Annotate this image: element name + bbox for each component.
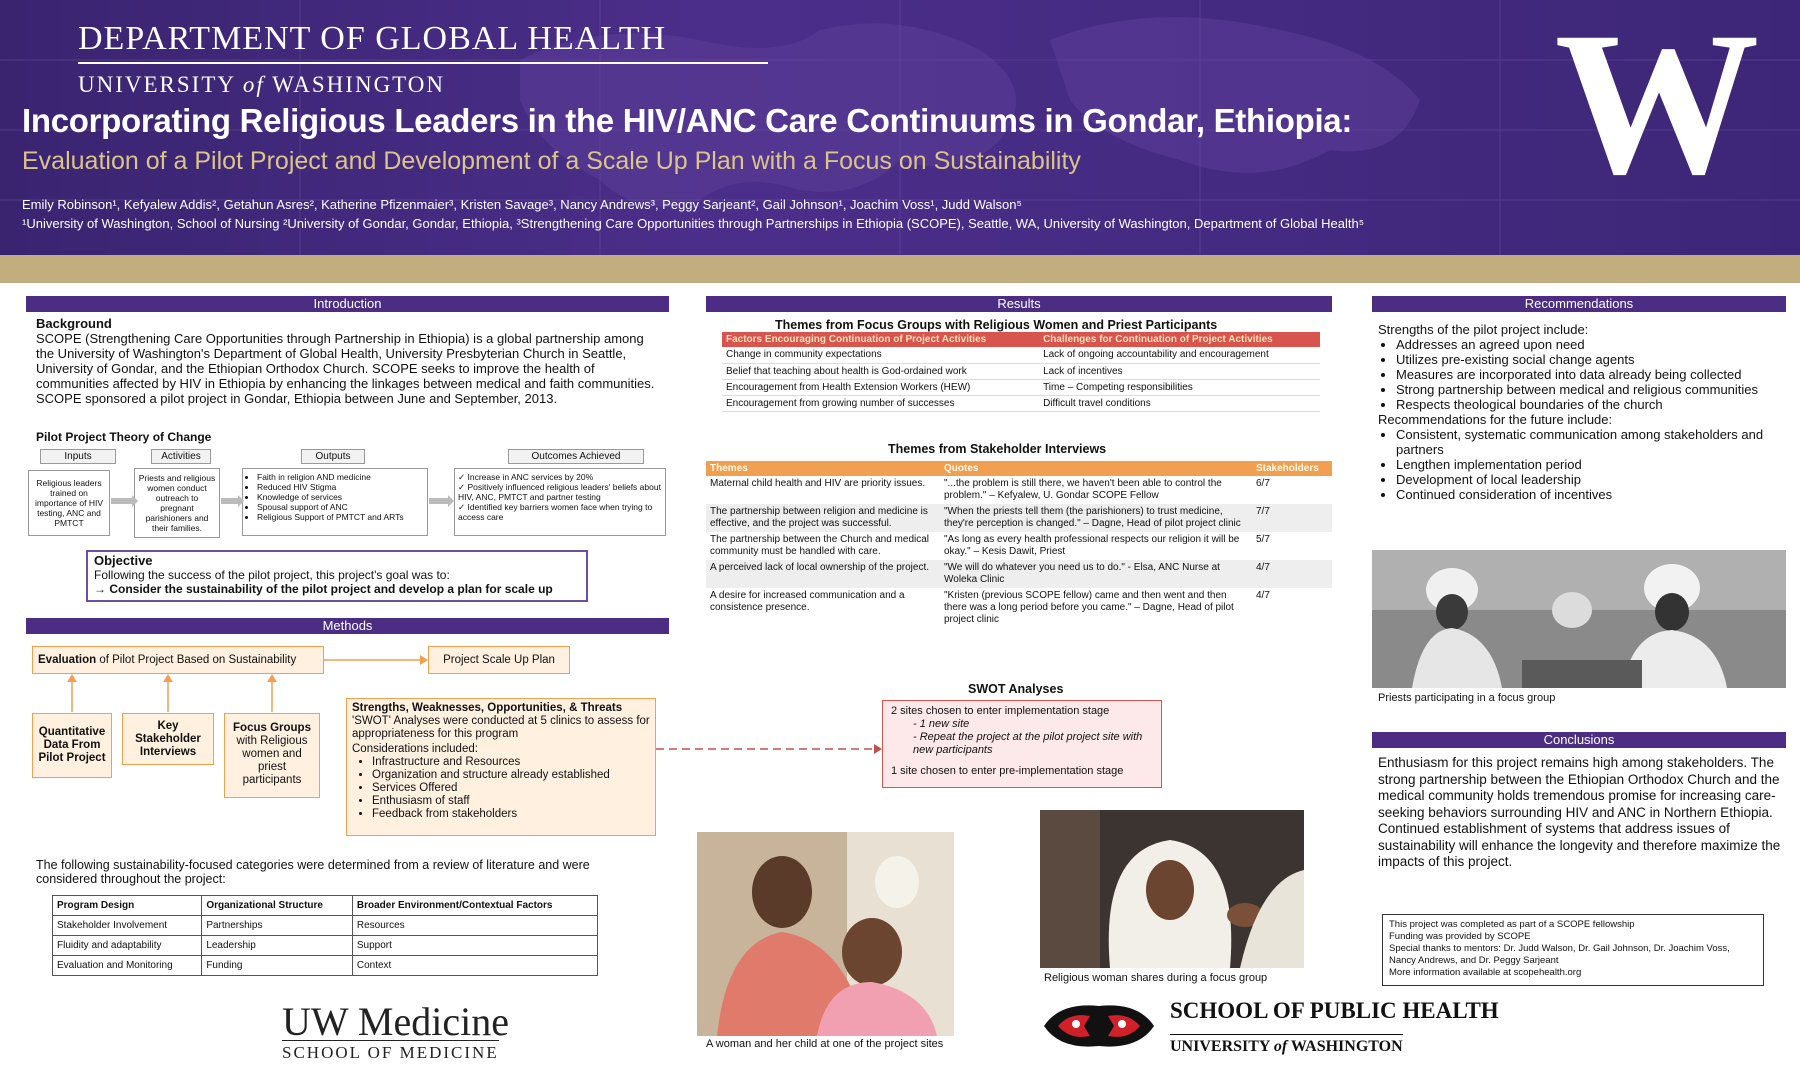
method-up-arrows: [60, 674, 300, 714]
results-bar: Results: [706, 296, 1332, 312]
table-row: [722, 379, 1320, 395]
uw-medicine-logo: UW Medicine: [282, 999, 509, 1044]
table-row: [53, 936, 598, 956]
introduction-bar: Introduction: [26, 296, 669, 312]
evaluation-box: Evaluation of Pilot Project Based on Sustainability: [32, 646, 324, 674]
table-cell: "...the problem is still there, we haven't been able to control the problem." – Kefyalew, U. Gondar SCOPE Fellow: [944, 478, 1222, 501]
affiliations: ¹University of Washington, School of Nursing ²University of Gondar, Gondar, Ethiopia, ³Strengthening Care Opportunities through Partnerships in Ethiopia (SCOPE), Seattle, WA, University of Washington, Department of Global Health⁵: [22, 216, 1365, 231]
ack-line: This project was completed as part of a SCOPE fellowship: [1389, 919, 1635, 930]
toc-output: • Religious Support of PMTCT and ARTs: [257, 512, 424, 522]
ack-line: More information available at scopehealth.org: [1389, 967, 1582, 978]
gold-band: [0, 255, 1800, 283]
toc-outputs-header: Outputs: [301, 449, 365, 464]
table-cell: Evaluation and Monitoring: [53, 956, 202, 976]
caption-religious-woman: Religious woman shares during a focus group: [1044, 972, 1268, 984]
table-cell: Maternal child health and HIV are priority issues.: [710, 478, 926, 489]
poster-title: Incorporating Religious Leaders in the HIV/ANC Care Continuums in Gondar, Ethiopia:: [22, 102, 1353, 139]
swot-dashed-connector: [656, 742, 884, 756]
table-cell: Support: [352, 936, 597, 956]
toc-outcomes-header: Outcomes Achieved: [508, 449, 644, 464]
uw-w-logo: [1515, 22, 1800, 182]
scale-up-box: Project Scale Up Plan: [428, 646, 570, 674]
table-cell: "When the priests tell them (the parishioners) to trust medicine, they're perception is changed." – Dagne, Head of pilot project clinic: [940, 504, 1252, 532]
sh-table-title: Themes from Stakeholder Interviews: [888, 442, 1107, 456]
swot-item: • Feedback from stakeholders: [372, 808, 650, 821]
table-cell: Encouragement from growing number of successes: [722, 395, 1039, 411]
table-row: [706, 476, 1332, 504]
table-cell: Context: [352, 956, 597, 976]
toc-inputs-box: Religious leaders trained on importance of HIV testing, ANC and PMTCT: [28, 470, 110, 536]
table-cell: 5/7: [1256, 534, 1270, 545]
table-cell: "As long as every health professional respects our religion it will be okay." – Kesis Dawit, Priest: [944, 534, 1240, 557]
swot-method-text: 'SWOT' Analyses were conducted at 5 clinics to assess for appropriateness for this program: [352, 715, 650, 740]
university-name: UNIVERSITY of WASHINGTON: [78, 72, 446, 97]
table-row: [706, 560, 1332, 588]
focus-groups-box: Focus Groups with Religious women and priest participants: [224, 713, 320, 798]
table-cell: The partnership between the Church and medical community must be handled with care.: [710, 534, 930, 557]
objective-goal: → Consider the sustainability of the pilot project and develop a plan for scale up: [94, 582, 553, 596]
caption-mother-child: A woman and her child at one of the project sites: [706, 1038, 944, 1050]
recommendations-content: [1378, 322, 1788, 502]
author-list: Emily Robinson¹, Kefyalew Addis², Getahun Asres², Katherine Pfizenmaier³, Kristen Savage³, Nancy Andrews³, Peggy Sarjeant², Gail Johnson¹, Joachim Voss¹, Judd Walson⁵: [22, 197, 1022, 212]
table-cell: The partnership between religion and medicine is effective, and the project was successful.: [706, 504, 940, 532]
cat-header: Program Design: [53, 896, 202, 916]
toc-activities-header: Activities: [151, 449, 211, 464]
sh-header: Stakeholders: [1252, 461, 1332, 476]
table-cell: Lack of ongoing accountability and encouragement: [1039, 347, 1320, 363]
svg-text:W: W: [1554, 22, 1760, 182]
caption-priests: Priests participating in a focus group: [1378, 692, 1556, 704]
table-row: [706, 532, 1332, 560]
table-cell: 7/7: [1252, 504, 1332, 532]
cat-header: Organizational Structure: [202, 896, 353, 916]
conclusions-bar: Conclusions: [1372, 732, 1786, 748]
list-item: • Lengthen implementation period: [1396, 457, 1788, 472]
photo-mother-child: [697, 832, 954, 1036]
table-cell: A desire for increased communication and a consistence presence.: [710, 590, 905, 613]
table-cell: Difficult travel conditions: [1039, 395, 1320, 411]
future-intro: Recommendations for the future include:: [1378, 412, 1613, 427]
table-row: [722, 347, 1320, 363]
photo-priests: [1372, 550, 1786, 688]
swot-item: • Organization and structure already established: [372, 769, 650, 782]
ack-line: Special thanks to mentors: Dr. Judd Walson, Dr. Gail Johnson, Dr. Joachim Voss, Nancy Andrews, and Dr. Peggy Sarjeant: [1389, 943, 1730, 966]
table-cell: 6/7: [1256, 478, 1270, 489]
table-row: [706, 588, 1332, 628]
table-cell: 4/7: [1256, 590, 1270, 601]
background-text: SCOPE (Strengthening Care Opportunities through Partnership in Ethiopia) is a global partnership among the University of Washington's Department of Global Health, University Presbyterian Church in Seattle, University of Gondar, and the Ethiopian Orthodox Church. SCOPE seeks to improve the health of communities affected by HIV in Ethiopia by enhancing the linkages between medical and faith communities. SCOPE sponsored a pilot project in Gondar, Ethiopia between June and September, 2013.: [36, 331, 655, 406]
fg-header: Challenges for Continuation of Project Activities: [1039, 332, 1320, 347]
eval-to-scale-arrow: [324, 652, 430, 668]
list-item: • Utilizes pre-existing social change agents: [1396, 352, 1788, 367]
table-cell: Encouragement from Health Extension Workers (HEW): [722, 379, 1039, 395]
table-cell: "Kristen (previous SCOPE fellow) came and then went and then there was a long period before you came." – Dagne, Head of pilot project clinic: [944, 590, 1234, 625]
table-cell: Belief that teaching about health is God-ordained work: [722, 363, 1039, 379]
table-cell: Change in community expectations: [722, 347, 1039, 363]
strengths-intro: Strengths of the pilot project include:: [1378, 322, 1589, 337]
objective-box: [86, 550, 588, 602]
background-heading: Background: [36, 316, 112, 331]
table-row: [53, 916, 598, 936]
acknowledgments-box: [1382, 914, 1764, 986]
sph-emblem-icon: [1040, 1000, 1158, 1052]
cat-header: Broader Environment/Contextual Factors: [352, 896, 597, 916]
toc-output: • Spousal support of ANC: [257, 502, 424, 512]
table-cell: A perceived lack of local ownership of the project.: [706, 560, 940, 588]
sh-header: Quotes: [940, 461, 1252, 476]
methods-bar: Methods: [26, 618, 669, 634]
toc-outcome: ✓ Identified key barriers women face when trying to access care: [458, 502, 653, 522]
table-cell: Lack of incentives: [1039, 363, 1320, 379]
department-name: DEPARTMENT OF GLOBAL HEALTH: [78, 20, 667, 57]
poster-header: [0, 0, 1800, 255]
table-cell: Fluidity and adaptability: [53, 936, 202, 956]
department-rule: [78, 62, 768, 64]
swot-sub: - 1 new site: [913, 718, 970, 730]
recommendations-bar: Recommendations: [1372, 296, 1786, 312]
quantitative-box: Quantitative Data From Pilot Project: [32, 713, 112, 778]
categories-text: The following sustainability-focused categories were determined from a review of literature and were considered throughout the project:: [36, 858, 590, 886]
toc-output: • Reduced HIV Stigma: [257, 482, 424, 492]
list-item: • Continued consideration of incentives: [1396, 487, 1788, 502]
objective-heading: Objective: [94, 553, 153, 568]
toc-output: • Knowledge of services: [257, 492, 424, 502]
swot-item: • Services Offered: [372, 782, 650, 795]
key-stakeholder-box: Key Stakeholder Interviews: [122, 713, 214, 765]
categories-table: [52, 895, 598, 976]
table-row: [722, 395, 1320, 411]
list-item: • Measures are incorporated into data already being collected: [1396, 367, 1788, 382]
school-of-medicine-label: SCHOOL OF MEDICINE: [282, 1040, 499, 1063]
fg-header: Factors Encouraging Continuation of Project Activities: [722, 332, 1039, 347]
swot-line: 2 sites chosen to enter implementation stage: [891, 705, 1110, 717]
toc-outcomes-box: [454, 468, 666, 536]
sh-header: Themes: [706, 461, 940, 476]
list-item: • Consistent, systematic communication among stakeholders and partners: [1396, 427, 1788, 457]
table-cell: Time – Competing responsibilities: [1039, 379, 1320, 395]
toc-inputs-header: Inputs: [40, 449, 116, 464]
swot-method-box: [346, 698, 656, 836]
list-item: • Addresses an agreed upon need: [1396, 337, 1788, 352]
conclusions-text: Enthusiasm for this project remains high among stakeholders. The strong partnership between the Ethiopian Orthodox Church and the medical community holds tremendous promise for increasing care-seeking behaviors surrounding HIV and ANC in Northern Ethiopia. Continued establishment of systems that address issues of sustainability will enhance the longevity and therefore maximize the impacts of this project.: [1378, 755, 1781, 869]
swot-results-box: [882, 700, 1162, 788]
toc-outcome: ✓ Increase in ANC services by 20%: [458, 472, 594, 482]
table-cell: Partnerships: [202, 916, 353, 936]
list-item: • Respects theological boundaries of the church: [1396, 397, 1788, 412]
toc-heading: Pilot Project Theory of Change: [36, 430, 212, 444]
swot-considerations: Considerations included:: [352, 743, 478, 755]
table-cell: Resources: [352, 916, 597, 936]
poster-subtitle: Evaluation of a Pilot Project and Development of a Scale Up Plan with a Focus on Sustainability: [22, 147, 1081, 175]
table-cell: Stakeholder Involvement: [53, 916, 202, 936]
focus-group-table: [722, 332, 1320, 412]
stakeholder-table: [706, 461, 1332, 628]
table-cell: 4/7: [1252, 560, 1332, 588]
table-cell: "We will do whatever you need us to do." - Elsa, ANC Nurse at Woleka Clinic: [940, 560, 1252, 588]
table-row: [53, 956, 598, 976]
table-cell: Leadership: [202, 936, 353, 956]
school-of-public-health-label: SCHOOL OF PUBLIC HEALTH: [1170, 998, 1499, 1023]
ack-line: Funding was provided by SCOPE: [1389, 931, 1531, 942]
toc-activities-box: Priests and religious women conduct outreach to pregnant parishioners and their families.: [134, 468, 220, 538]
sph-university-label: UNIVERSITY of WASHINGTON: [1170, 1034, 1403, 1056]
list-item: • Strong partnership between medical and religious communities: [1396, 382, 1788, 397]
photo-religious-woman: [1040, 810, 1304, 968]
toc-outcome: ✓ Positively influenced religious leaders' beliefs about HIV, ANC, PMTCT and partner testing: [458, 482, 661, 502]
list-item: • Development of local leadership: [1396, 472, 1788, 487]
objective-text: Following the success of the pilot project, this project's goal was to:: [94, 568, 450, 582]
toc-arrows: [108, 495, 458, 507]
swot-sub: - Repeat the project at the pilot project site with new participants: [913, 731, 1143, 756]
toc-output: • Faith in religion AND medicine: [257, 472, 424, 482]
swot-item: • Enthusiasm of staff: [372, 795, 650, 808]
swot-title: SWOT Analyses: [968, 682, 1064, 696]
table-row: [706, 504, 1332, 532]
swot-item: • Infrastructure and Resources: [372, 756, 650, 769]
swot-line: 1 site chosen to enter pre-implementation stage: [891, 765, 1124, 777]
table-cell: Funding: [202, 956, 353, 976]
swot-method-heading: Strengths, Weaknesses, Opportunities, & Threats: [352, 702, 623, 714]
fg-table-title: Themes from Focus Groups with Religious Women and Priest Participants: [775, 318, 1218, 332]
table-row: [722, 363, 1320, 379]
